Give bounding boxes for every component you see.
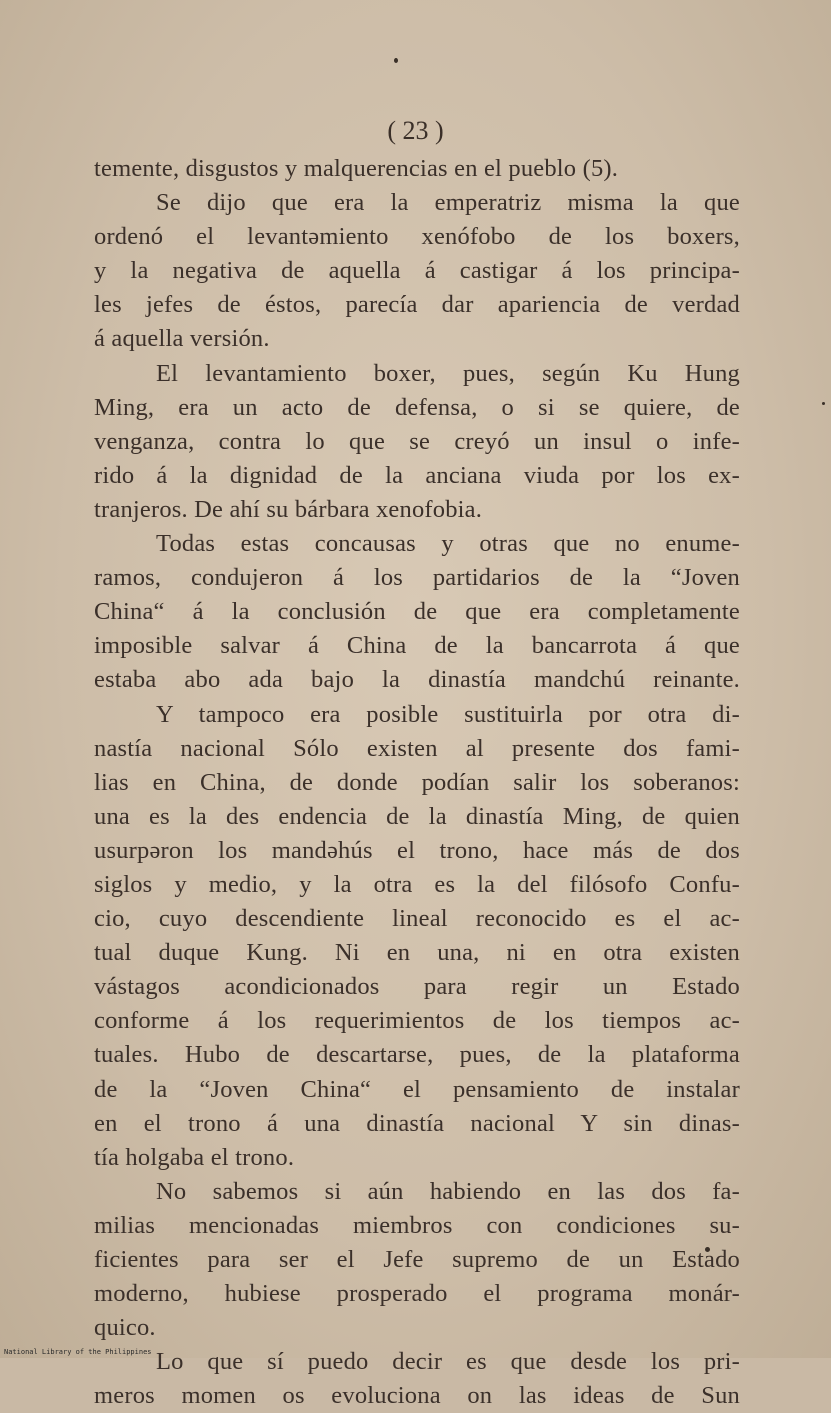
text-line: temente, disgustos y malquerencias en el pueblo (5). bbox=[94, 155, 619, 182]
text-line: usurpəron los mandəhús el trono, hace más de dos bbox=[94, 836, 740, 864]
text-line: de la “Joven China“ el pensamiento de instalar bbox=[94, 1075, 740, 1103]
text-line: les jefes de éstos, parecía dar apariencia de verdad bbox=[94, 291, 740, 319]
text-line: No sabemos si aún habiendo en las dos fa- bbox=[156, 1177, 740, 1205]
text-line: Se dijo que era la emperatriz misma la que bbox=[156, 189, 740, 217]
text-line: vástagos acondicionados para regir un Estado bbox=[94, 973, 740, 1001]
text-line: rido á la dignidad de la anciana viuda por los ex- bbox=[94, 461, 740, 489]
text-line: Y tampoco era posible sustituirla por otra di- bbox=[156, 700, 740, 728]
text-line: á aquella versión. bbox=[94, 325, 270, 353]
text-line: El levantamiento boxer, pues, según Ku Hung bbox=[156, 359, 740, 387]
library-credit: National Library of the Philippines bbox=[4, 1348, 152, 1356]
body-text bbox=[94, 152, 740, 1413]
text-line: milias mencionadas miembros con condiciones su- bbox=[94, 1211, 740, 1239]
text-line: imposible salvar á China de la bancarrota á que bbox=[94, 632, 740, 660]
text-line: y la negativa de aquella á castigar á los principa- bbox=[94, 257, 740, 285]
text-line: Lo que sí puedo decir es que desde los pri- bbox=[156, 1348, 740, 1376]
text-line: ordenó el levantəmiento xenófobo de los boxers, bbox=[94, 223, 740, 251]
page-number: ( 23 ) bbox=[387, 116, 444, 145]
text-line: cio, cuyo descendiente lineal reconocido es el ac- bbox=[94, 905, 740, 933]
text-line: siglos y medio, y la otra es la del filósofo Confu- bbox=[94, 870, 740, 898]
ink-speck bbox=[822, 402, 825, 405]
text-line: conforme á los requerimientos de los tiempos ac- bbox=[94, 1007, 740, 1035]
text-line: tual duque Kung. Ni en una, ni en otra existen bbox=[94, 939, 740, 967]
text-line: moderno, hubiese prosperado el programa monár- bbox=[94, 1280, 740, 1308]
text-line: Todas estas concausas y otras que no enume- bbox=[156, 530, 740, 558]
text-line: tranjeros. De ahí su bárbara xenofobia. bbox=[94, 495, 483, 523]
text-line: China“ á la conclusión de que era completamente bbox=[94, 598, 740, 626]
text-line: ficientes para ser el Jefe supremo de un Estado bbox=[94, 1246, 740, 1273]
text-line: estaba abo ada bajo la dinastía mandchú reinante. bbox=[94, 666, 740, 694]
text-line: meros momen os evoluciona on las ideas de Sun bbox=[94, 1382, 740, 1410]
text-line: tía holgaba el trono. bbox=[94, 1143, 295, 1171]
text-line: lias en China, de donde podían salir los soberanos: bbox=[94, 768, 740, 796]
text-line: tuales. Hubo de descartarse, pues, de la plataforma bbox=[94, 1041, 740, 1069]
text-line: ramos, condujeron á los partidarios de la “Joven bbox=[94, 564, 740, 592]
text-line: venganza, contra lo que se creyó un insul o infe- bbox=[94, 427, 740, 455]
text-line: Ming, era un acto de defensa, o si se quiere, de bbox=[94, 393, 740, 421]
text-line: nastía nacional Sólo existen al presente dos fami- bbox=[94, 734, 740, 762]
text-line: una es la des endencia de la dinastía Ming, de quien bbox=[94, 802, 740, 830]
text-line: quico. bbox=[94, 1314, 156, 1342]
ink-speck bbox=[394, 58, 398, 63]
text-line: en el trono á una dinastía nacional Y sin dinas- bbox=[94, 1109, 740, 1137]
